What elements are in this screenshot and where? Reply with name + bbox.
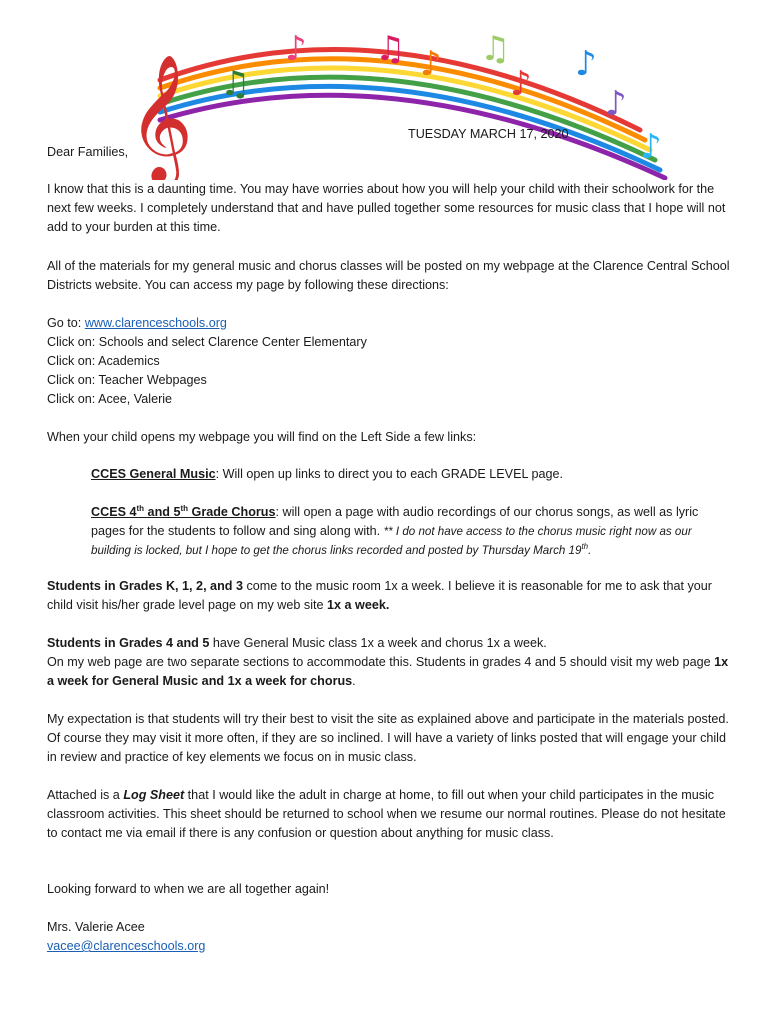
grades-k3-lead: Students in Grades K, 1, 2, and 3 (47, 579, 243, 593)
directions-goto (47, 314, 737, 333)
chorus-note: ** I do not have access to the chorus music right now as our building is locked, but I hope to get the chorus links recorded and posted by Thursday March 19th. (91, 525, 692, 557)
directions-list (47, 314, 737, 409)
svg-text:♪: ♪ (605, 84, 627, 124)
direction-step: Click on: Academics (47, 354, 160, 368)
general-music-desc: : Will open up links to direct you to each GRADE LEVEL page. (215, 467, 564, 481)
logsheet-emphasis: Log Sheet (123, 788, 185, 802)
grades-k3-paragraph: Students in Grades K, 1, 2, and 3 come to the music room 1x a week. I believe it is reasonable for me to ask that your child visit his/her grade level page on my web site 1x a week. (47, 579, 712, 612)
logsheet-paragraph: Attached is a Log Sheet that I would like the adult in charge at home, to fill out when your child participates in the music classroom activities. This sheet should be returned to school when we resume our normal routines. Please do not hesitate to contact me via email if there is any confusion or question about anything for music class. (47, 788, 726, 840)
svg-text:♪: ♪ (640, 127, 662, 167)
closing-line: Looking forward to when we are all together again! (47, 882, 330, 896)
expectation-paragraph: My expectation is that students will try their best to visit the site as explained above and participate in the materials posted. Of course they may visit it more often, if they are so inclined. I will have a variety of links posted that will engage your child in review and practice of key elements we focus on in music class. (47, 712, 729, 764)
signature: Mrs. Valerie Acee (47, 920, 145, 934)
svg-text:♪: ♪ (510, 64, 532, 104)
teacher-email-link[interactable]: vacee@clarenceschools.org (47, 939, 206, 953)
chorus-desc: : will open a page with audio recordings of our chorus songs, as well as lyric pages for the students to follow and sing along with. (91, 505, 699, 538)
grades-45-emphasis: 1x a week for General Music and 1x a week for chorus (47, 655, 729, 688)
greeting: Dear Families, (47, 145, 129, 159)
grades-k3-emphasis: 1x a week. (327, 598, 390, 612)
grades-45-paragraph: Students in Grades 4 and 5 have General Music class 1x a week and chorus 1x a week. On my web page are two separate sections to accommodate this. Students in grades 4 and 5 should visit my web page 1x a week for General Music and 1x a week for chorus. (47, 636, 729, 688)
direction-step: Click on: Teacher Webpages (47, 373, 207, 387)
materials-paragraph: All of the materials for my general music and chorus classes will be posted on my webpage at the Clarence Central School Districts website. You can access my page by following these directions: (47, 259, 730, 292)
general-music-item (91, 465, 731, 484)
links-intro: When your child opens my webpage you will find on the Left Side a few links: (47, 430, 477, 444)
grades-45-lead: Students in Grades 4 and 5 (47, 636, 210, 650)
direction-step: Click on: Acee, Valerie (47, 392, 173, 406)
general-music-title: CCES General Music (91, 467, 216, 481)
svg-text:♪: ♪ (285, 29, 307, 69)
chorus-title: CCES 4th and 5th Grade Chorus (91, 503, 276, 519)
svg-text:♪: ♪ (420, 44, 442, 84)
goto-label: Go to: (47, 316, 82, 330)
svg-text:♫: ♫ (375, 29, 406, 69)
svg-text:♫: ♫ (480, 29, 511, 69)
svg-text:𝄞: 𝄞 (128, 53, 194, 180)
svg-text:♪: ♪ (575, 44, 597, 84)
letter-date: TUESDAY MARCH 17, 2020 (408, 127, 569, 141)
intro-paragraph: I know that this is a daunting time. You may have worries about how you will help your child with their schoolwork for the next few weeks. I completely understand that and have pulled together some resources for music class that I hope will not add to your burden at this time. (47, 182, 726, 234)
svg-text:♫: ♫ (220, 64, 251, 104)
direction-step: Click on: Schools and select Clarence Center Elementary (47, 335, 367, 349)
chorus-item (91, 503, 731, 560)
district-website-link[interactable]: www.clarenceschools.org (84, 316, 227, 330)
